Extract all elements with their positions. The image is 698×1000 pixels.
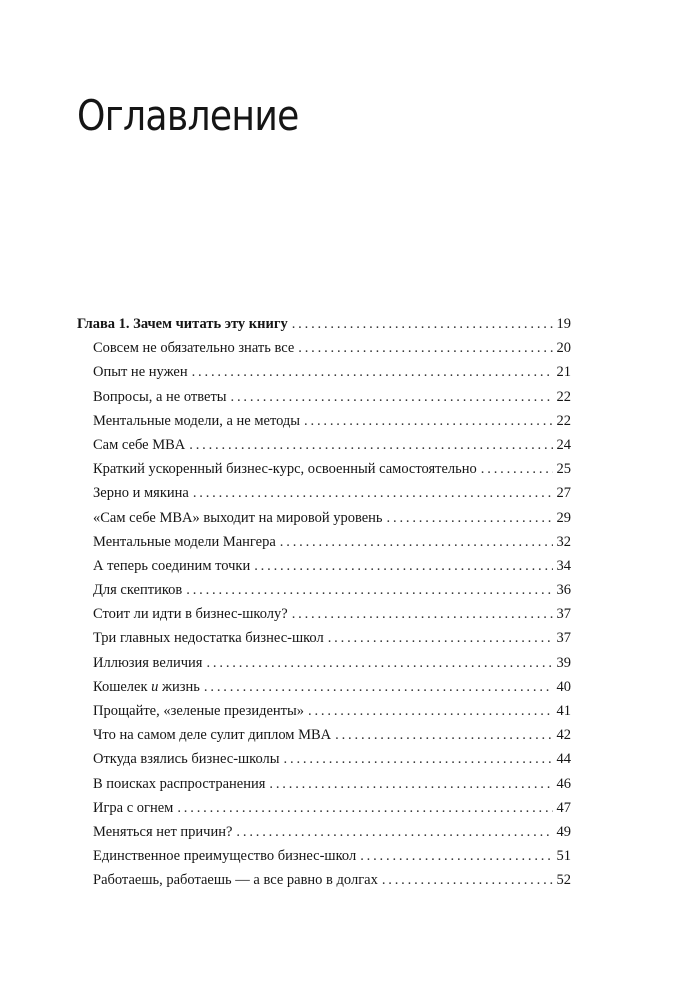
toc-entry-title: Краткий ускоренный бизнес-курс, освоенный самостоятельно (93, 461, 477, 478)
toc-page-number: 37 (556, 606, 571, 623)
toc-entry-title: Совсем не обязательно знать все (93, 340, 295, 357)
toc-entry (77, 457, 571, 481)
toc-entry-title: Вопросы, а не ответы (93, 388, 227, 405)
toc-entry-title: Ментальные модели, а не методы (93, 412, 301, 429)
dot-leader (304, 411, 552, 431)
dot-leader (193, 483, 553, 503)
dot-leader (204, 677, 553, 697)
toc-page-number: 40 (556, 678, 571, 695)
toc-page-number: 22 (556, 388, 571, 405)
toc-entry (77, 699, 571, 723)
toc-entry (77, 626, 571, 650)
toc-page-number: 22 (556, 412, 571, 429)
dot-leader (269, 774, 552, 794)
dot-leader (192, 362, 553, 382)
toc-page-number: 34 (556, 557, 571, 574)
dot-leader (284, 749, 553, 769)
page-title: Оглавление (77, 91, 299, 140)
toc-entry-title: Единственное преимущество бизнес-школ (93, 848, 357, 865)
dot-leader (335, 725, 552, 745)
toc-entry-title: В поисках распространения (93, 775, 266, 792)
dot-leader (206, 653, 552, 673)
toc-entry (77, 820, 571, 844)
toc-entry-title: Меняться нет причин? (93, 823, 233, 840)
toc-page-number: 41 (556, 703, 571, 719)
dot-leader (254, 556, 552, 576)
toc-entry (77, 506, 571, 530)
toc-page-number: 29 (556, 509, 571, 526)
toc-page-number: 36 (556, 582, 571, 599)
toc-entry-title: Что на самом деле сулит диплом MBA (93, 727, 332, 744)
toc-entry-title: Зерно и мякина (93, 485, 189, 502)
dot-leader (236, 822, 552, 842)
toc-entry-title: Игра с огнем (93, 799, 174, 816)
toc-entry-title-part: Кошелек (93, 678, 152, 695)
dot-leader (177, 798, 552, 818)
toc-chapter-entry (77, 312, 571, 336)
toc-entry (77, 530, 571, 554)
toc-entry (77, 772, 571, 796)
toc-page-number: 39 (556, 654, 571, 671)
toc-page-number: 20 (556, 340, 571, 357)
toc-page-number: 24 (556, 436, 571, 453)
toc-page-number: 25 (556, 461, 571, 478)
toc-entry-title: А теперь соединим точки (93, 557, 251, 574)
dot-leader (308, 701, 552, 721)
toc-page-number: 46 (556, 775, 571, 792)
toc-entry-title: Откуда взялись бизнес-школы (93, 751, 280, 768)
toc-page-number: 37 (556, 630, 571, 647)
toc-entry (77, 385, 571, 409)
dot-leader (328, 628, 553, 648)
toc-page-number: 52 (556, 872, 571, 889)
toc-entry (77, 481, 571, 505)
toc-entry-title: Ментальные модели Мангера (93, 533, 276, 550)
dot-leader (360, 846, 552, 866)
toc-entry (77, 336, 571, 360)
toc-entry (77, 360, 571, 384)
toc-entry-title: Сам себе MBA (93, 436, 186, 453)
toc-entry-title: Для скептиков (93, 582, 183, 599)
toc-entry (77, 868, 571, 892)
toc-entry-title: Иллюзия величия (93, 654, 203, 671)
dot-leader (292, 604, 553, 624)
toc-entry-title: Работаешь, работаешь — а все равно в долгах (93, 872, 378, 889)
dot-leader (186, 580, 552, 600)
toc-page-number: 21 (556, 364, 571, 381)
toc-page-number: 19 (556, 316, 571, 332)
toc-page-number: 49 (556, 823, 571, 840)
dot-leader (189, 435, 552, 455)
toc-entry-title: Три главных недостатка бизнес-школ (93, 630, 324, 647)
toc-entry-title (93, 677, 200, 697)
toc-entry-title: Опыт не нужен (93, 364, 188, 381)
dot-leader (292, 314, 553, 334)
toc-entry (77, 747, 571, 771)
dot-leader (298, 338, 552, 358)
toc-entry (77, 409, 571, 433)
toc-entry (77, 651, 571, 675)
toc-entry-title-part: жизнь (158, 678, 200, 695)
toc-entry (77, 675, 571, 699)
dot-leader (231, 387, 553, 407)
toc-entry (77, 723, 571, 747)
toc-entry-title: Стоит ли идти в бизнес-школу? (93, 606, 288, 623)
toc-entry (77, 433, 571, 457)
toc-entry-title: «Сам себе MBA» выходит на мировой уровень (93, 509, 383, 526)
toc-entry-title-italic: и (151, 678, 159, 695)
toc-page-number: 44 (556, 751, 571, 768)
dot-leader (387, 508, 553, 528)
table-of-contents (77, 312, 571, 893)
dot-leader (481, 459, 553, 479)
toc-entry-title: Прощайте, «зеленые президенты» (93, 703, 305, 719)
toc-entry (77, 796, 571, 820)
toc-entry (77, 844, 571, 868)
toc-entry (77, 554, 571, 578)
toc-entry (77, 602, 571, 626)
toc-page-number: 47 (556, 799, 571, 816)
toc-entry (77, 578, 571, 602)
toc-page-number: 51 (556, 848, 571, 865)
toc-entry-title: Глава 1. Зачем читать эту книгу (77, 316, 288, 332)
dot-leader (280, 532, 553, 552)
toc-page-number: 32 (556, 533, 571, 550)
dot-leader (382, 870, 553, 890)
toc-page-number: 42 (556, 727, 571, 744)
toc-page-number: 27 (556, 485, 571, 502)
